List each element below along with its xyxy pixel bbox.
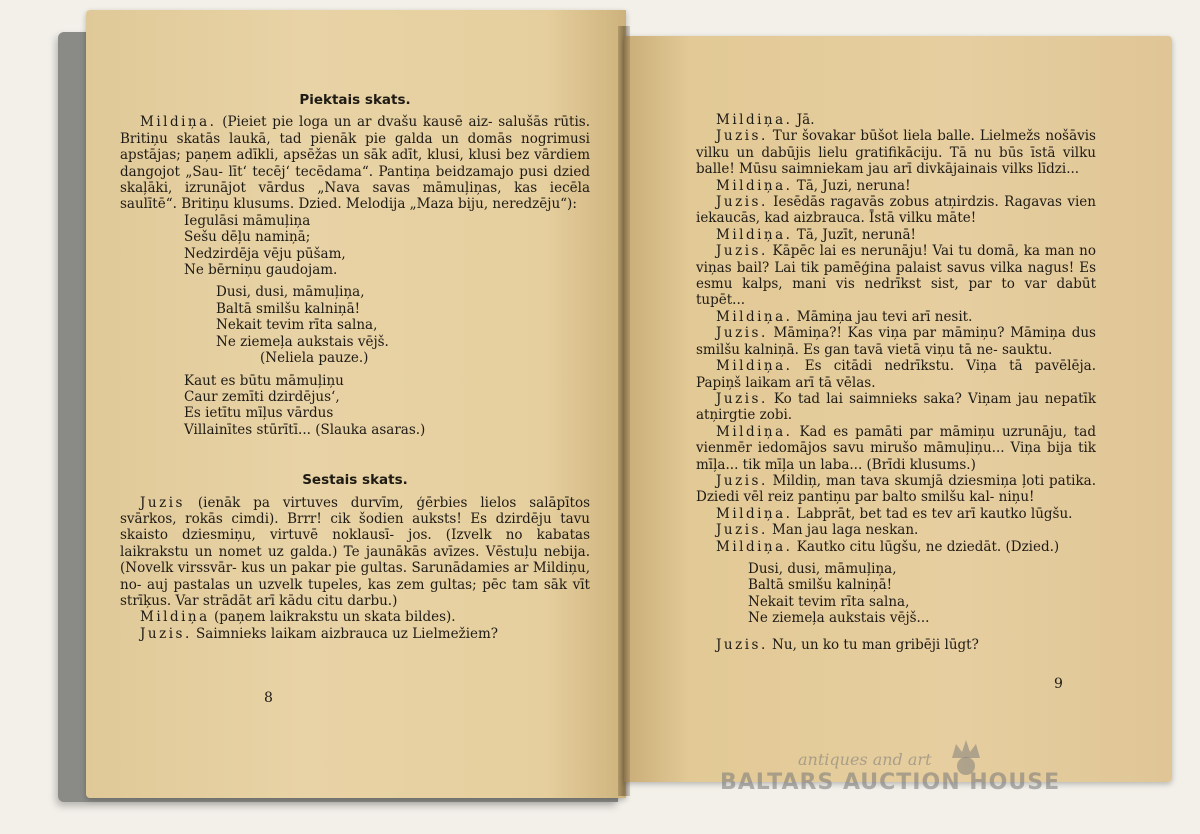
- speaker: Mildiņa.: [716, 226, 793, 243]
- dialogue-paragraph: [696, 227, 1096, 243]
- verse-line: Nekait tevim rīta salna,: [216, 317, 378, 334]
- verse-line: Baltā smilšu kalniņā!: [216, 300, 361, 317]
- verse-line: Villainītes stūrītī... (Slauka asaras.): [184, 421, 426, 438]
- right-page-content: [696, 112, 1096, 653]
- speaker: Juzis.: [716, 325, 768, 342]
- dialogue-text: (Pieiet pie loga un ar dvašu kausē aiz- salušās rūtis. Britiņu skatās laukā, tad pienāk pie galda un domās nogrimusi apstājas; paņem adīkli, apsēžas un sāk adīt, klusi, klusi bez vārdiem dangojot „Sau- līt‘ tecēj‘ tecēdama“. Pantiņa beidzamajo pusi dzied skaļāki, izrunājot vārdus „Nava savas māmuļiņas, kas iecēla saulītē“. Britiņu klusums. Dzied. Melodija „Maza biju, neredzēju“):: [120, 114, 590, 213]
- dialogue-text: Es citādi nedrīkstu. Viņa tā pavēlēja. Papiņš laikam arī tā vēlas.: [696, 358, 1096, 391]
- watermark-brand: BALTARS AUCTION HOUSE: [720, 770, 1061, 795]
- verse-line: Ne ziemeļa aukstais vējš.: [216, 333, 389, 350]
- verse-line: Dusi, dusi, māmuļiņa,: [216, 284, 365, 301]
- speaker: Juzis.: [716, 522, 768, 539]
- speaker: Mildiņa: [140, 609, 210, 626]
- dialogue-text: Ko tad lai saimnieks saka? Viņam jau nepatīk atņirgtie zobi.: [696, 390, 1096, 424]
- dialogue-text: Tā, Juzi, neruna!: [792, 177, 911, 194]
- verse-line: Ne bērniņu gaudojam.: [184, 262, 338, 279]
- stage-pause: (Neliela pauze.): [260, 350, 369, 367]
- speaker: Juzis.: [716, 128, 768, 145]
- speaker: Juzis.: [716, 390, 768, 407]
- verse-line: Nekait tevim rīta salna,: [748, 593, 910, 610]
- page-number: 8: [264, 690, 273, 706]
- dialogue-text: Kāpēc lai es nerunāju! Vai tu domā, ka man no viņas bail? Lai tik pamēģina palaist savus vilka nagus! Es esmu kalps, mani vis nedrīkst sist, par to var dabūt tupēt...: [696, 243, 1096, 309]
- dialogue-paragraph: [696, 473, 1096, 506]
- dialogue-text: Māmiņa jau tevi arī nesit.: [792, 308, 973, 325]
- verse-line: Ne ziemeļa aukstais vējš...: [748, 610, 930, 627]
- dialogue-text: Kad es pamāti par māmiņu uzrunāju, tad vienmēr iedomājos savu mirušo māmuļiņu... Viņa bija tik mīļa... tik mīļa un laba... (Brīdi klusums.): [696, 423, 1096, 473]
- dialogue-paragraph: [696, 325, 1096, 358]
- dialogue-text: Tur šovakar būšot liela balle. Lielmežs nošāvis vilku un dabūjis lielu gratifikāciju. Tā nu būs īstā vilku balle! Mūsu saimniekam jau arī divkājainais vilks līdzi...: [696, 128, 1096, 178]
- speaker: Mildiņa.: [716, 308, 793, 325]
- speaker: Juzis.: [716, 472, 768, 489]
- speaker: Mildiņa.: [716, 112, 793, 128]
- speaker: Juzis.: [716, 636, 768, 653]
- dialogue-paragraph: [120, 609, 590, 625]
- dialogue-text: (ienāk pa virtuves durvīm, ģērbies lielos salāpītos svārkos, rokās cimdi). Brrr! cik šodien auksts! Es dzirdēju tavu skaisto dziesmiņu, virtuvē noklausī- jos. (Izvelk no kabatas laikrakstu un nomet uz galda.) Te jaunākās avīzes. Vēstuļu nebija. (Novelk virssvār- kus un pakar pie gultas. Sarunādamies ar Mildiņu, no- auj pastalas un uzvelk tupeles, kas zem gultas; pēc tam sāk vīt strīķus. Var strādāt arī kādu citu darbu.): [120, 494, 590, 609]
- dialogue-paragraph: [696, 128, 1096, 177]
- verse-line: Es ietītu mīļus vārdus: [184, 405, 334, 422]
- page-number: 9: [1054, 676, 1063, 692]
- verse-line: Kaut es būtu māmuļiņu: [184, 372, 344, 389]
- speaker: Mildiņa.: [716, 423, 793, 440]
- verse-3: [120, 373, 590, 439]
- dialogue-paragraph: [696, 178, 1096, 194]
- dialogue-paragraph: [696, 309, 1096, 325]
- stage-direction: [120, 114, 590, 212]
- left-page-content: [120, 92, 590, 642]
- dialogue-text: Iesēdās ragavās zobus atņirdzis. Ragavas vien iekaucās, kad aizbrauca. Īstā vilku māte!: [696, 194, 1096, 227]
- watermark-tagline: antiques and art: [798, 750, 932, 769]
- dialogue-text: Kautko citu lūgšu, ne dziedāt. (Dzied.): [792, 538, 1060, 555]
- speaker: Juzis.: [716, 194, 768, 211]
- speaker: Juzis: [140, 494, 185, 511]
- watermark: [718, 750, 1138, 810]
- dialogue-text: Nu, un ko tu man gribēji lūgt?: [767, 636, 979, 653]
- speaker: Mildiņa.: [716, 505, 793, 522]
- verse-1: [120, 213, 590, 279]
- dialogue-paragraph: [696, 522, 1096, 538]
- verse-line: Nedzirdēja vēju pūšam,: [184, 245, 346, 262]
- dialogue-paragraph: [696, 358, 1096, 391]
- speaker: Juzis.: [716, 243, 768, 260]
- dialogue-text: Mildiņ, man tava skumjā dziesmiņa ļoti patika. Dziedi vēl reiz pantiņu par balto smilšu kal- niņu!: [696, 472, 1096, 506]
- dialogue-paragraph: [696, 539, 1096, 555]
- speaker: Mildiņa.: [716, 358, 793, 375]
- verse-2: [120, 284, 590, 366]
- dialogue-paragraph: [696, 506, 1096, 522]
- dialogue-text: Tā, Juzīt, nerunā!: [792, 226, 916, 243]
- book-gutter: [618, 26, 630, 796]
- dialogue-paragraph: [696, 637, 1096, 653]
- dialogue-paragraph: [696, 112, 1096, 128]
- dialogue-text: Labprāt, bet tad es tev arī kautko lūgšu.: [792, 505, 1073, 522]
- verse-line: Sešu dēļu namiņā;: [184, 229, 311, 246]
- speaker: Mildiņa.: [716, 538, 793, 555]
- open-book: [40, 6, 1180, 826]
- verse-line: Dusi, dusi, māmuļiņa,: [748, 560, 897, 577]
- dialogue-list: [696, 112, 1096, 555]
- dialogue-text: (paņem laikrakstu un skata bildes).: [209, 609, 456, 626]
- dialogue-paragraph: [696, 391, 1096, 424]
- speaker: Mildiņa.: [140, 114, 217, 131]
- dialogue-paragraph: [696, 243, 1096, 309]
- left-page: [86, 10, 626, 798]
- speaker: Juzis.: [140, 625, 192, 642]
- verse-right: [696, 561, 1096, 627]
- dialogue-text: Māmiņa?! Kas viņa par māmiņu? Māmiņa dus smilšu kalniņā. Es gan tavā vietā viņu tā ne- sauktu.: [696, 325, 1096, 358]
- scene-title-2: Sestais skats.: [302, 472, 408, 489]
- verse-line: Baltā smilšu kalniņā!: [748, 577, 893, 594]
- dialogue-text: Saimnieks laikam aizbrauca uz Lielmežiem?: [191, 625, 499, 642]
- scene-title: Piektais skats.: [299, 92, 411, 108]
- dialogue-paragraph: [696, 424, 1096, 473]
- speaker: Mildiņa.: [716, 177, 793, 194]
- verse-line: Caur zemīti dzirdējus‘,: [184, 388, 340, 405]
- dialogue-text: Man jau laga neskan.: [767, 522, 919, 539]
- dialogue-paragraph: [120, 626, 590, 642]
- verse-line: Iegulāsi māmuļiņa: [184, 212, 311, 229]
- dialogue-paragraph: [120, 495, 590, 610]
- dialogue-paragraph: [696, 194, 1096, 227]
- dialogue-text: Jā.: [792, 112, 815, 128]
- right-page: [624, 36, 1172, 782]
